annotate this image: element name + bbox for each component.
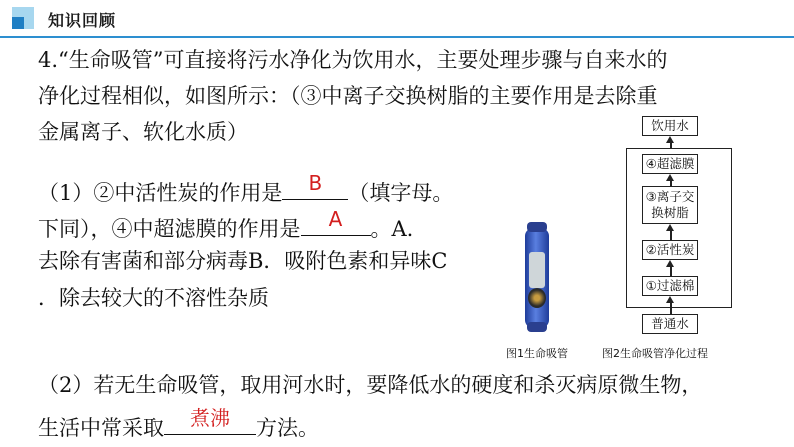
flow-step-3-line-2: 换树脂 [651,205,689,220]
figure-1-caption: 图1生命吸管 [506,347,568,360]
answer-3: 煮沸 [190,406,230,430]
flow-step-2: ②活性炭 [642,240,698,260]
part1-b-prefix: 下同），④中超滤膜的作用是 [38,217,301,241]
part1-a-suffix: （填字母。 [348,181,454,205]
answer-2: A [328,207,343,231]
question-stem-line-2: 净化过程相似，如图所示：（③中离子交换树脂的主要作用是去除重 [38,84,658,108]
answer-blank-2[interactable] [301,207,371,236]
flow-step-1: ①过滤棉 [642,276,698,296]
part1-options-line-2: ．除去较大的不溶性杂质 [38,286,269,310]
answer-blank-3[interactable] [164,406,256,435]
life-straw-image [518,222,556,332]
part1-line-2 [38,207,414,241]
part1-options-line-1: 去除有害菌和部分病毒B．吸附色素和异味C [38,249,448,273]
header-divider [0,36,794,38]
part1-b-suffix: 。A. [370,217,414,241]
flow-step-3-line-1: ③离子交 [645,189,695,204]
section-header [0,0,794,38]
section-title: 知识回顾 [48,11,117,30]
question-stem-line-3: 金属离子、软化水质） [38,120,248,144]
answer-1: B [308,171,323,195]
flow-step-3 [642,186,698,224]
question-stem-line-1: 4.“生命吸管”可直接将污水净化为饮用水，主要处理步骤与自来水的 [38,48,668,72]
part2-line-2 [38,406,319,440]
flow-step-4: ④超滤膜 [642,154,698,174]
part2-line-1: （2）若无生命吸管，取用河水时，要降低水的硬度和杀灭病原微生物， [38,373,703,397]
answer-blank-1[interactable] [282,171,348,200]
part1-a-prefix: （1）②中活性炭的作用是 [38,181,283,205]
part1-line-1 [38,171,454,205]
part2-prefix: 生活中常采取 [38,416,164,440]
flow-output-box: 饮用水 [642,116,698,136]
part2-suffix: 方法。 [256,416,319,440]
flow-input-box: 普通水 [642,314,698,334]
section-logo-icon [12,7,36,31]
figure-2-caption: 图2生命吸管净化过程 [602,347,708,360]
